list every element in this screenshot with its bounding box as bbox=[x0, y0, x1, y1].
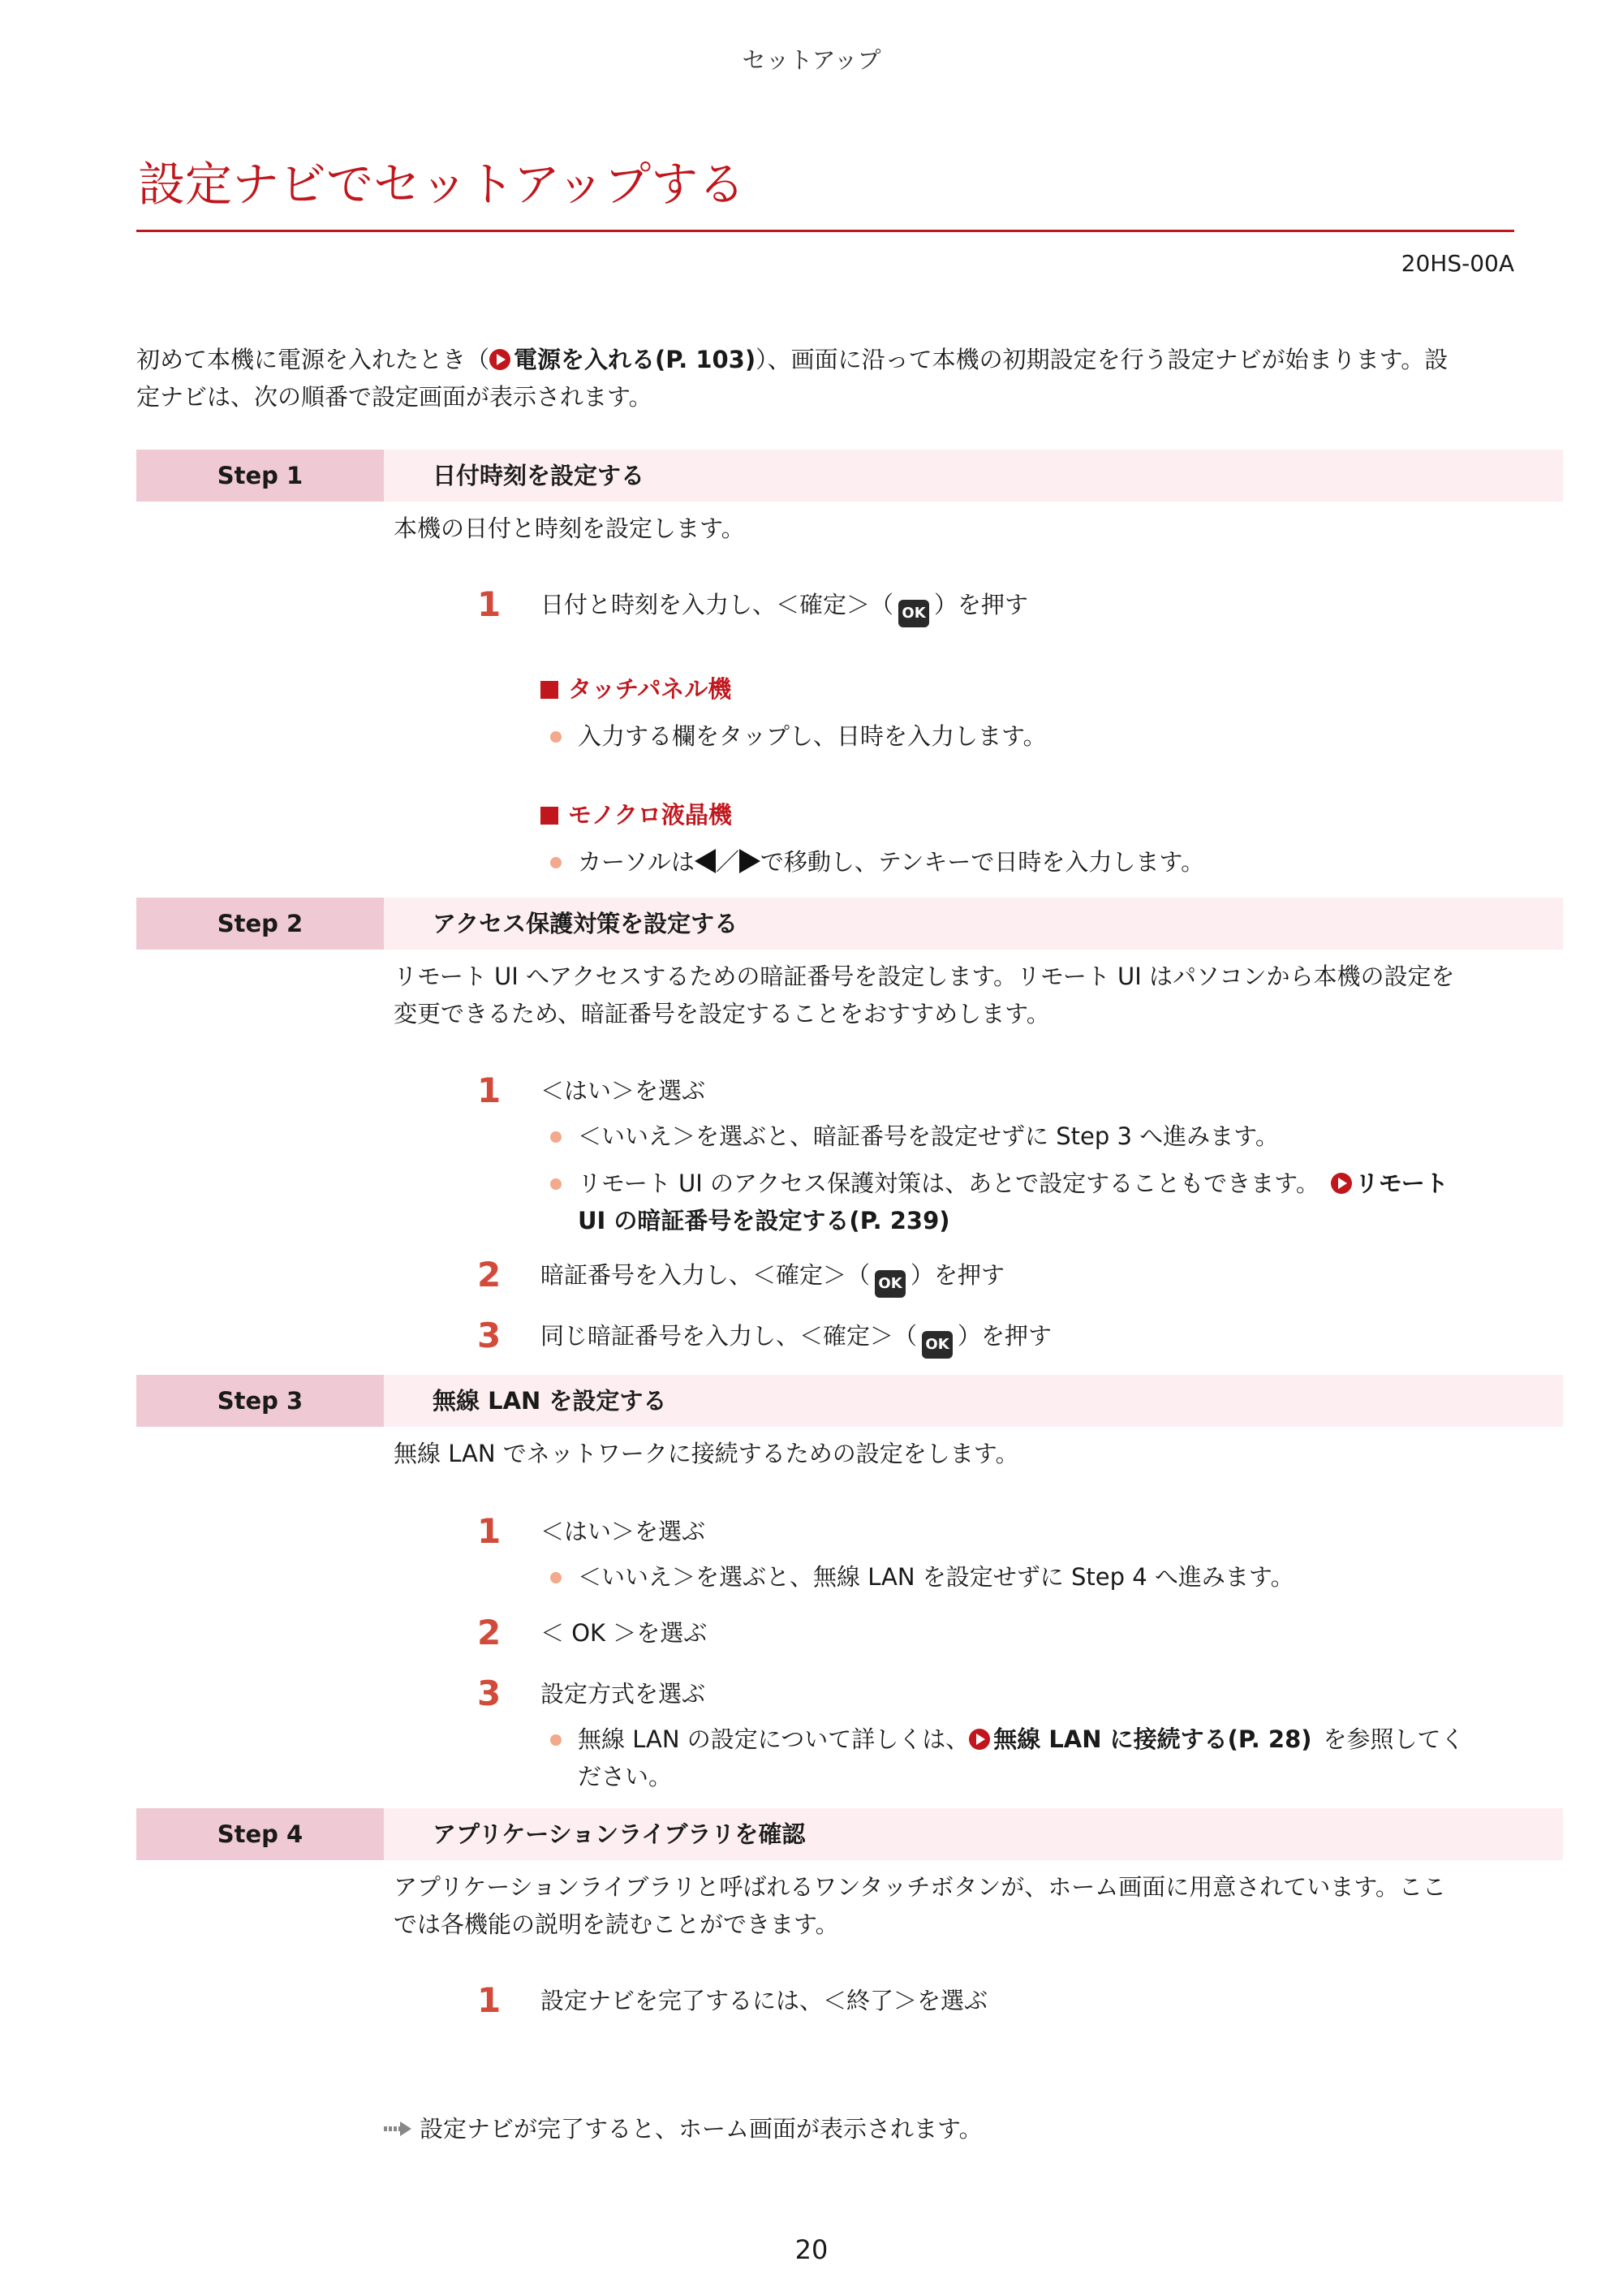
document-id: 20HS-00A bbox=[1401, 250, 1514, 277]
step2-item2-text-a: 暗証番号を入力し、＜確定＞（ bbox=[540, 1261, 871, 1289]
mono-lcd-heading-text: モノクロ液晶機 bbox=[568, 801, 732, 829]
link-remote-ui-pin-1[interactable]: リモート bbox=[1354, 1170, 1449, 1197]
step1-item1-text-b: ）を押す bbox=[934, 591, 1029, 618]
step4-title: アプリケーションライブラリを確認 bbox=[384, 1808, 1563, 1860]
step2-desc-line2: 変更できるため、暗証番号を設定することをおすすめします。 bbox=[394, 1000, 1050, 1027]
step1-item1-text-a: 日付と時刻を入力し、＜確定＞（ bbox=[540, 591, 894, 618]
link-remote-ui-pin-2[interactable]: UI の暗証番号を設定する(P. 239) bbox=[578, 1207, 950, 1234]
step2-item1: ＜はい＞を選ぶ bbox=[540, 1077, 706, 1105]
title-underline bbox=[136, 230, 1514, 232]
link-arrow-icon bbox=[489, 349, 510, 370]
bullet-icon bbox=[550, 1131, 562, 1143]
step3-bullet2-line2: ださい。 bbox=[578, 1763, 673, 1790]
square-marker-icon bbox=[540, 681, 558, 699]
step2-item3-text-a: 同じ暗証番号を入力し、＜確定＞（ bbox=[540, 1322, 918, 1350]
bullet-icon bbox=[550, 731, 562, 743]
step3-item2: ＜ OK ＞を選ぶ bbox=[540, 1619, 708, 1647]
step4-label: Step 4 bbox=[136, 1808, 384, 1860]
step3-bullet2-after: を参照してく bbox=[1323, 1725, 1465, 1753]
step1-item1 bbox=[540, 586, 1028, 627]
step2-description bbox=[394, 958, 1513, 1032]
step4-item1: 設定ナビを完了するには、＜終了＞を選ぶ bbox=[540, 1987, 988, 2014]
step1-item1-number: 1 bbox=[477, 584, 502, 624]
intro-text-3: 定ナビは、次の順番で設定画面が表示されます。 bbox=[136, 383, 652, 411]
step3-title: 無線 LAN を設定する bbox=[384, 1375, 1563, 1427]
step3-description: 無線 LAN でネットワークに接続するための設定をします。 bbox=[394, 1440, 1019, 1467]
step4-desc-line1: アプリケーションライブラリと呼ばれるワンタッチボタンが、ホーム画面に用意されています。ここ bbox=[394, 1873, 1446, 1901]
step2-item3 bbox=[540, 1317, 1052, 1359]
step2-item2-text-b: ）を押す bbox=[911, 1261, 1005, 1289]
result-arrow-icon bbox=[384, 2122, 411, 2136]
intro-text-2: ）、画面に沿って本機の初期設定を行う設定ナビが始まります。設 bbox=[756, 346, 1449, 373]
step1-title: 日付時刻を設定する bbox=[384, 450, 1563, 502]
page-number: 20 bbox=[794, 2234, 829, 2265]
step3-bullet1: ＜いいえ＞を選ぶと、無線 LAN を設定せずに Step 4 へ進みます。 bbox=[578, 1563, 1294, 1591]
step2-item2-number: 2 bbox=[477, 1255, 502, 1294]
step1-label: Step 1 bbox=[136, 450, 384, 502]
touch-panel-heading bbox=[540, 670, 731, 708]
left-arrow-key-icon bbox=[695, 849, 716, 873]
mono-lcd-heading bbox=[540, 796, 732, 834]
ok-key-icon: OK bbox=[898, 600, 929, 627]
mono-lcd-text-a: カーソルは bbox=[578, 848, 695, 876]
running-header: セットアップ bbox=[742, 46, 881, 74]
intro-paragraph bbox=[136, 341, 1516, 416]
step3-bullet2-text: 無線 LAN の設定について詳しくは、 bbox=[578, 1725, 970, 1753]
step2-label: Step 2 bbox=[136, 898, 384, 950]
step4-item1-number: 1 bbox=[477, 1980, 502, 2020]
intro-text-1: 初めて本機に電源を入れたとき（ bbox=[136, 346, 490, 373]
step2-item2 bbox=[540, 1256, 1005, 1298]
step2-bullet2-text: リモート UI のアクセス保護対策は、あとで設定することもできます。 bbox=[578, 1170, 1319, 1197]
square-marker-icon bbox=[540, 807, 558, 825]
mono-lcd-text bbox=[578, 843, 1519, 881]
ok-key-icon: OK bbox=[922, 1331, 953, 1359]
slash: ／ bbox=[715, 848, 739, 876]
step2-bullet1: ＜いいえ＞を選ぶと、暗証番号を設定せずに Step 3 へ進みます。 bbox=[578, 1122, 1279, 1150]
step2-desc-line1: リモート UI へアクセスするための暗証番号を設定します。リモート UI はパソコンから本機の設定を bbox=[394, 963, 1455, 990]
step3-label: Step 3 bbox=[136, 1375, 384, 1427]
bullet-icon bbox=[550, 1178, 562, 1190]
page-title: 設定ナビでセットアップする bbox=[138, 157, 746, 212]
result-text: 設定ナビが完了すると、ホーム画面が表示されます。 bbox=[420, 2115, 983, 2143]
step2-bullet2 bbox=[578, 1165, 1519, 1239]
step2-item3-text-b: ）を押す bbox=[958, 1322, 1053, 1350]
link-power-on[interactable]: 電源を入れる(P. 103) bbox=[514, 346, 756, 373]
touch-panel-text: 入力する欄をタップし、日時を入力します。 bbox=[578, 722, 1047, 750]
bullet-icon bbox=[550, 857, 562, 868]
step3-item1-number: 1 bbox=[477, 1511, 502, 1551]
result-line bbox=[384, 2110, 983, 2147]
step1-description: 本機の日付と時刻を設定します。 bbox=[394, 515, 745, 542]
link-arrow-icon bbox=[1331, 1173, 1352, 1194]
step2-title: アクセス保護対策を設定する bbox=[384, 898, 1563, 950]
right-arrow-key-icon bbox=[739, 849, 760, 873]
mono-lcd-text-b: で移動し、テンキーで日時を入力します。 bbox=[760, 848, 1205, 876]
link-arrow-icon bbox=[969, 1729, 990, 1750]
step3-item3-number: 3 bbox=[477, 1674, 502, 1713]
ok-key-icon: OK bbox=[875, 1270, 906, 1298]
step4-description bbox=[394, 1868, 1513, 1943]
step3-bullet2 bbox=[578, 1721, 1519, 1795]
step4-desc-line2: では各機能の説明を読むことができます。 bbox=[394, 1910, 839, 1938]
step3-item3: 設定方式を選ぶ bbox=[540, 1680, 706, 1708]
step2-item3-number: 3 bbox=[477, 1316, 502, 1355]
touch-panel-heading-text: タッチパネル機 bbox=[568, 675, 732, 703]
bullet-icon bbox=[550, 1572, 562, 1583]
step3-item2-number: 2 bbox=[477, 1613, 502, 1652]
link-wireless-lan[interactable]: 無線 LAN に接続する(P. 28) bbox=[993, 1725, 1312, 1753]
step2-item1-number: 1 bbox=[477, 1070, 502, 1110]
bullet-icon bbox=[550, 1734, 562, 1746]
step3-item1: ＜はい＞を選ぶ bbox=[540, 1518, 706, 1545]
